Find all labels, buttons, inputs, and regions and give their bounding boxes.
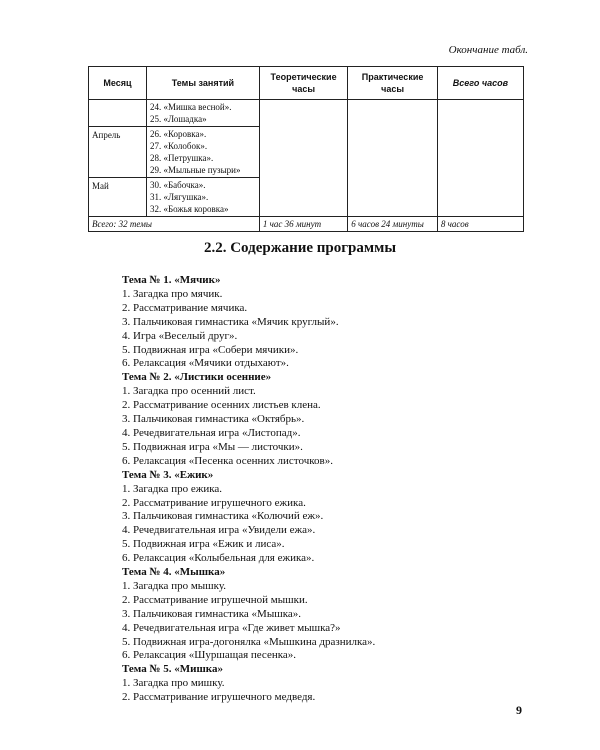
totals-total: 8 часов <box>437 217 523 232</box>
list-item: 1. Загадка про мышку. <box>122 579 226 592</box>
list-item: 5. Подвижная игра «Собери мячики». <box>122 343 299 356</box>
total-hours-cell <box>437 100 523 217</box>
topic-entry: 32. «Божья коровка» <box>149 204 229 214</box>
list-item: 3. Пальчиковая гимнастика «Колючий еж». <box>122 510 324 523</box>
table-totals-row <box>89 217 524 232</box>
list-item: 2. Рассматривание мячика. <box>122 301 248 314</box>
list-item: 6. Релаксация «Песенка осенних листочков». <box>122 454 333 467</box>
list-item: 4. Игра «Веселый друг». <box>122 329 238 342</box>
topic-entry: 26. «Коровка». <box>149 129 207 139</box>
list-item: 4. Речедвигательная игра «Увидели ежа». <box>122 524 316 537</box>
topic-title: Тема № 4. «Мышка» <box>122 566 226 579</box>
list-item: 5. Подвижная игра «Ежик и лиса». <box>122 538 285 551</box>
list-item: 2. Рассматривание игрушечного ежика. <box>122 496 306 509</box>
month-cell: Апрель <box>89 127 147 178</box>
table-row <box>89 100 524 127</box>
header-practice-hours: Практические часы <box>348 67 438 100</box>
topic-block <box>122 371 375 468</box>
list-item: 1. Загадка про осенний лист. <box>122 385 256 398</box>
totals-practice: 6 часов 24 минуты <box>348 217 438 232</box>
topics-cell <box>146 127 259 178</box>
list-item: 4. Речедвигательная игра «Где живет мышка?» <box>122 621 341 634</box>
practice-hours-cell <box>348 100 438 217</box>
page-number: 9 <box>516 703 522 717</box>
theory-hours-cell <box>259 100 347 217</box>
topic-entry: 25. «Лошадка» <box>149 114 207 124</box>
list-item: 5. Подвижная игра «Мы — листочки». <box>122 440 303 453</box>
topic-title: Тема № 5. «Мишка» <box>122 663 223 676</box>
program-content <box>122 274 375 705</box>
list-item: 6. Релаксация «Шуршащая песенка». <box>122 649 297 662</box>
table-continuation-note: Окончание табл. <box>448 44 528 56</box>
list-item: 5. Подвижная игра-догонялка «Мышкина дразнилка». <box>122 635 376 648</box>
list-item: 1. Загадка про ежика. <box>122 482 223 495</box>
list-item: 2. Рассматривание игрушечного медведя. <box>122 691 316 704</box>
list-item: 3. Пальчиковая гимнастика «Октябрь». <box>122 413 305 426</box>
topic-block <box>122 566 375 663</box>
month-cell <box>89 100 147 127</box>
list-item: 2. Рассматривание игрушечной мышки. <box>122 593 308 606</box>
topic-title: Тема № 2. «Листики осенние» <box>122 371 272 384</box>
list-item: 4. Речедвигательная игра «Листопад». <box>122 426 301 439</box>
topic-entry: 31. «Лягушка». <box>149 192 209 202</box>
month-cell: Май <box>89 178 147 217</box>
list-item: 1. Загадка про мячик. <box>122 287 223 300</box>
header-theory-hours: Теоретические часы <box>259 67 347 100</box>
topic-entry: 30. «Бабочка». <box>149 180 206 190</box>
topic-title: Тема № 1. «Мячик» <box>122 274 221 286</box>
list-item: 3. Пальчиковая гимнастика «Мышка». <box>122 607 302 620</box>
topic-block <box>122 274 375 371</box>
topic-entry: 27. «Колобок». <box>149 141 208 151</box>
header-month: Месяц <box>89 67 147 100</box>
section-title: 2.2. Содержание программы <box>203 240 397 256</box>
lesson-plan-table <box>88 66 524 232</box>
list-item: 1. Загадка про мишку. <box>122 677 225 690</box>
table-header-row <box>89 67 524 100</box>
totals-theory: 1 час 36 минут <box>259 217 347 232</box>
list-item: 3. Пальчиковая гимнастика «Мячик круглый». <box>122 315 339 328</box>
list-item: 2. Рассматривание осенних листьев клена. <box>122 399 321 412</box>
topic-title: Тема № 3. «Ежик» <box>122 468 214 481</box>
topic-block <box>122 663 375 705</box>
topics-cell <box>146 100 259 127</box>
list-item: 6. Релаксация «Колыбельная для ежика». <box>122 552 315 565</box>
totals-label: Всего: 32 темы <box>89 217 260 232</box>
header-topics: Темы занятий <box>146 67 259 100</box>
list-item: 6. Релаксация «Мячики отдыхают». <box>122 357 289 370</box>
topic-entry: 28. «Петрушка». <box>149 153 214 163</box>
topics-cell <box>146 178 259 217</box>
topic-entry: 24. «Мишка весной». <box>149 102 232 112</box>
topic-block <box>122 469 375 566</box>
header-total-hours: Всего часов <box>437 67 523 100</box>
topic-entry: 29. «Мыльные пузыри» <box>149 165 241 175</box>
